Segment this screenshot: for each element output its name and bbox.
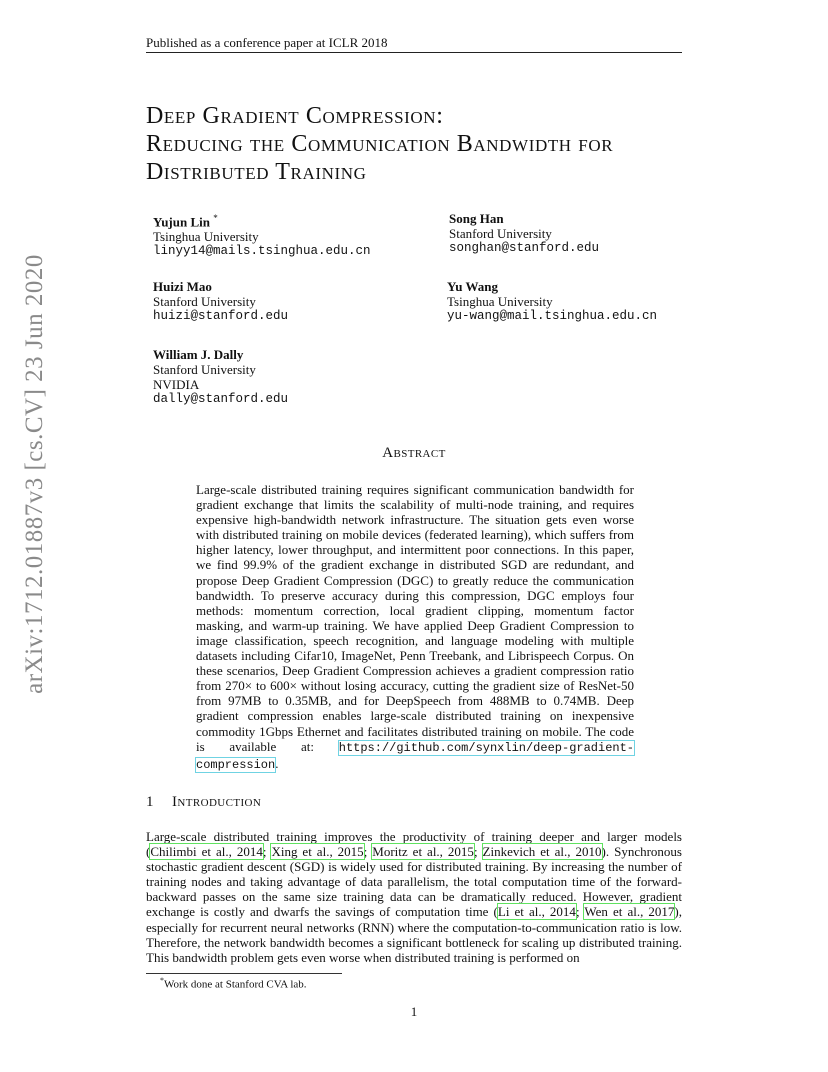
title-line-2: Reducing the Communication Bandwidth for [146,131,614,157]
author-email[interactable]: huizi@stanford.edu [153,309,289,323]
header-rule [146,52,682,53]
author-affiliation: Tsinghua University [447,294,553,309]
page-number: 1 [410,1004,418,1019]
author-email[interactable]: linyy14@mails.tsinghua.edu.cn [153,244,371,259]
abstract-body [196,482,634,773]
author-block-1 [153,211,371,259]
citation-link[interactable]: Moritz et al., 2015 [372,844,474,860]
footnote-rule [146,973,342,974]
author-block-4 [447,279,657,324]
author-email[interactable]: dally@stanford.edu [153,392,289,406]
footnote-text: Work done at Stanford CVA lab. [164,978,307,991]
footnote-mark[interactable]: * [213,213,218,223]
author-email[interactable]: yu-wang@mail.tsinghua.edu.cn [447,309,658,323]
running-header: Published as a conference paper at ICLR 2018 [146,35,388,50]
code-link[interactable]: https://github.com/synxlin/deep-gradient-compression [196,740,634,772]
citation-link[interactable]: Chilimbi et al., 2014 [150,844,263,860]
intro-text: ), especially for recurrent neural networks (RNN) where the computation-to-communication ratio is low. Therefore, the network bandwidth becomes a significant bottleneck for scaling up distributed training. This bandwidth problem gets even worse when distributed training is performed on [146,904,682,965]
author-affiliation-2: NVIDIA [153,377,200,392]
arxiv-identifier[interactable]: arXiv:1712.01887v3 [cs.CV] 23 Jun 2020 [21,254,48,694]
author-affiliation: Stanford University [449,226,552,241]
title-line-1: Deep Gradient Compression: [146,103,444,129]
author-name: William J. Dally [153,347,244,362]
author-affiliation: Tsinghua University [153,229,259,245]
author-affiliation: Stanford University [153,294,256,309]
abstract-heading: Abstract [382,445,446,461]
citation-link[interactable]: Zinkevich et al., 2010 [482,844,602,860]
intro-text: ). Synchronous stochastic gradient descent (SGD) is widely used for distributed training. By increasing the number of training nodes and taking advantage of data parallelism, the total computation time of the forward-backward passes on the same size training data can be dramatically reduced. However, gradient exchange is costly and dwarfs the savings of computation time ( [146,844,682,920]
author-affiliation: Stanford University [153,362,256,377]
author-block-3 [153,279,288,324]
section-title: Introduction [172,794,262,810]
footnote [160,976,307,991]
title-line-3: Distributed Training [146,159,367,185]
author-email[interactable]: songhan@stanford.edu [449,241,600,255]
intro-text: Large-scale distributed training improves the productivity of training deeper and larger models [146,829,682,844]
citation-link[interactable]: Xing et al., 2015 [271,844,364,860]
abstract-end: . [275,755,279,771]
intro-paragraph: Large-scale distributed training improves the productivity of training deeper and larger models (Chilimbi et al., 2014; Xing et al., 2015; Moritz et al., 2015; Zinkevich et al., 2010). Synchronous stochastic gradient descent (SGD) is widely used for distributed training. By increasing the number of training nodes and taking advantage of data parallelism, the total computation time of the forward-backward passes on the same size training data can be dramatically reduced. However, gradient exchange is costly and dwarfs the savings of computation time (Li et al., 2014; Wen et al., 2017), especially for recurrent neural networks (RNN) where the computation-to-communication ratio is low. Therefore, the network bandwidth becomes a significant bottleneck for scaling up distributed training. This bandwidth problem gets even worse when distributed training is performed on [146,829,682,965]
section-number: 1 [146,794,154,810]
citation-link[interactable]: Li et al., 2014 [497,904,576,920]
author-name: Yu Wang [447,279,498,294]
author-block-5 [153,347,288,407]
footnote-mark: * [160,976,164,985]
paper-title [146,102,706,186]
citation-link[interactable]: Wen et al., 2017 [584,904,675,920]
abstract-text: Large-scale distributed training requires significant communication bandwidth for gradient exchange that limits the scalability of multi-node training, and requires expensive high-bandwidth network infrastructure. The situation gets even worse with distributed training on mobile devices (federated learning), which suffers from higher latency, lower throughput, and intermittent poor connections. In this paper, we find 99.9% of the gradient exchange in distributed SGD are redundant, and propose Deep Gradient Compression (DGC) to greatly reduce the communication bandwidth. To preserve accuracy during this compression, DGC employs four methods: momentum correction, local gradient clipping, momentum factor masking, and warm-up training. We have applied Deep Gradient Compression to image classification, speech recognition, and language modeling with multiple datasets including Cifar10, ImageNet, Penn Treebank, and Librispeech Corpus. On these scenarios, Deep Gradient Compression achieves a gradient compression ratio from 270× to 600× without losing accuracy, cutting the gradient size of ResNet-50 from 97MB to 0.35MB, and for DeepSpeech from 488MB to 0.74MB. Deep gradient compression enables large-scale distributed training on inexpensive commodity 1Gbps Ethernet and facilitates distributed training on mobile. The code is available at: [196,482,634,754]
author-name: Song Han [449,211,504,226]
author-name: Yujun Lin [153,214,210,230]
author-name: Huizi Mao [153,279,212,294]
section-heading [146,794,261,811]
author-block-2 [449,211,599,256]
